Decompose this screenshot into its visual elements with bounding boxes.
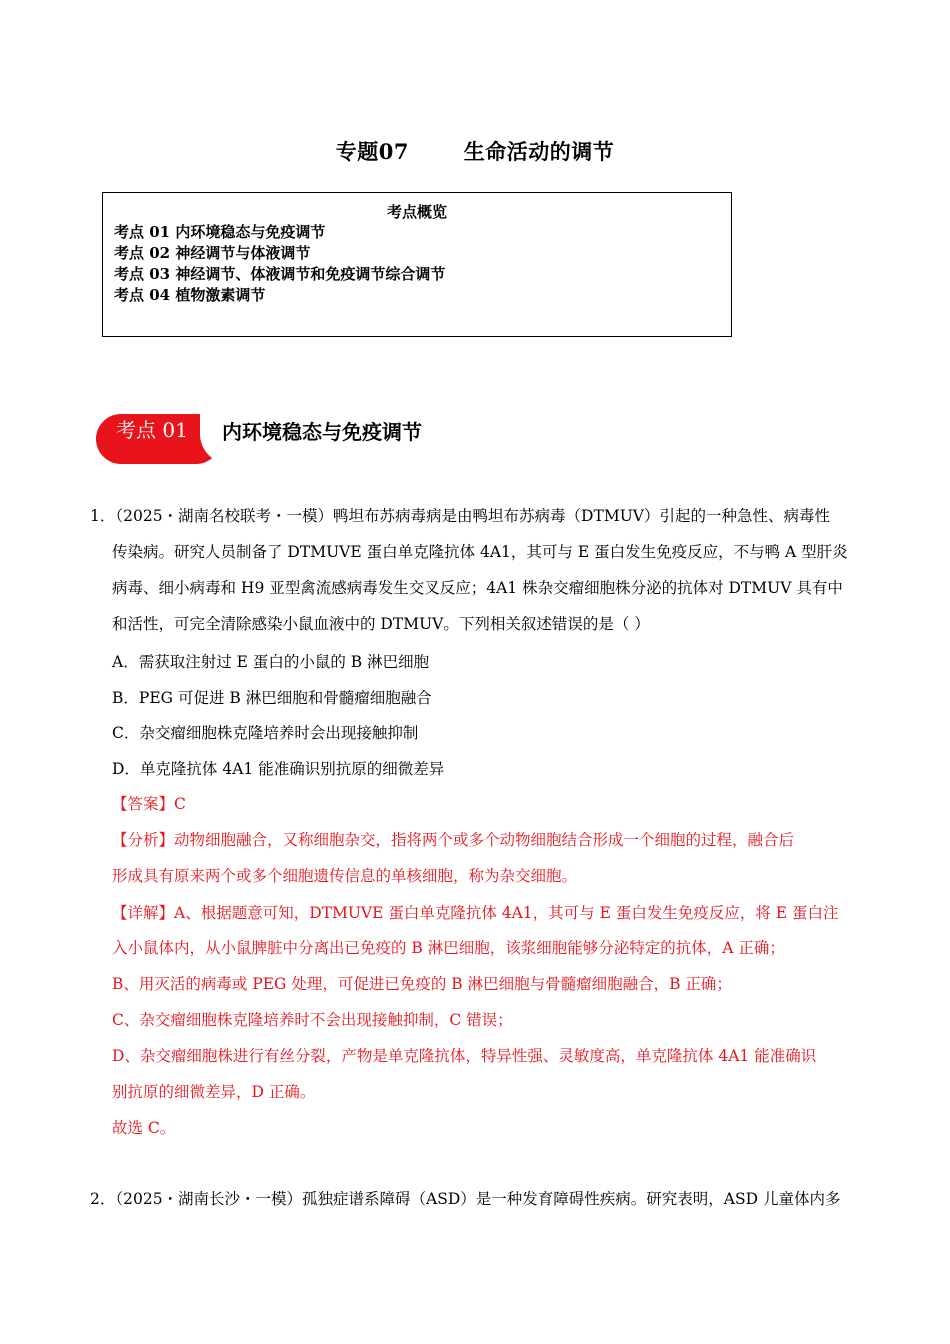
option-d: D．单克隆抗体 4A1 能准确识别抗原的细微差异 bbox=[112, 760, 445, 778]
detail-line: 故选 C。 bbox=[112, 1119, 176, 1137]
overview-item: 考点 03 神经调节、体液调节和免疫调节综合调节 bbox=[114, 265, 446, 283]
question-text-line: 1．（2025・湖南名校联考・一模）鸭坦布苏病毒病是由鸭坦布苏病毒（DTMUV）引起的一种急性、病毒性 bbox=[90, 507, 830, 525]
question-text-line: 传染病。研究人员制备了 DTMUVE 蛋白单克隆抗体 4A1，其可与 E 蛋白发生免疫反应，不与鸭 A 型肝炎 bbox=[112, 543, 848, 561]
question-text-line: 和活性，可完全清除感染小鼠血液中的 DTMUV。下列相关叙述错误的是（ ） bbox=[112, 615, 650, 633]
overview-item: 考点 04 植物激素调节 bbox=[114, 286, 266, 304]
detail-line: 【详解】A、根据题意可知，DTMUVE 蛋白单克隆抗体 4A1，其可与 E 蛋白发生免疫反应，将 E 蛋白注 bbox=[112, 904, 839, 922]
detail-line: D、杂交瘤细胞株进行有丝分裂，产物是单克隆抗体，特异性强、灵敏度高，单克隆抗体 4A1 能准确识 bbox=[112, 1047, 817, 1065]
question-text-line: 2．（2025・湖南长沙・一模）孤独症谱系障碍（ASD）是一种发育障碍性疾病。研究表明，ASD 儿童体内多 bbox=[90, 1190, 841, 1208]
option-c: C．杂交瘤细胞株克隆培养时会出现接触抑制 bbox=[112, 724, 419, 742]
page-title: 专题07 生命活动的调节 bbox=[335, 139, 615, 164]
detail-line: B、用灭活的病毒或 PEG 处理，可促进已免疫的 B 淋巴细胞与骨髓瘤细胞融合，B 正确； bbox=[112, 975, 732, 993]
answer: 【答案】C bbox=[112, 795, 186, 813]
section-tag-label: 考点 01 bbox=[116, 418, 188, 442]
option-a: A．需获取注射过 E 蛋白的小鼠的 B 淋巴细胞 bbox=[112, 653, 430, 671]
detail-line: 别抗原的细微差异，D 正确。 bbox=[112, 1083, 316, 1101]
detail-line: C、杂交瘤细胞株克隆培养时不会出现接触抑制，C 错误； bbox=[112, 1011, 513, 1029]
overview-box bbox=[102, 192, 732, 337]
section-title: 内环境稳态与免疫调节 bbox=[222, 420, 422, 444]
question-text-line: 病毒、细小病毒和 H9 亚型禽流感病毒发生交叉反应；4A1 株杂交瘤细胞株分泌的抗体对 DTMUV 具有中 bbox=[112, 579, 843, 597]
overview-heading: 考点概览 bbox=[386, 203, 447, 221]
detail-line: 入小鼠体内，从小鼠脾脏中分离出已免疫的 B 淋巴细胞，该浆细胞能够分泌特定的抗体，A 正确； bbox=[112, 939, 785, 957]
option-b: B．PEG 可促进 B 淋巴细胞和骨髓瘤细胞融合 bbox=[112, 689, 432, 707]
analysis-line: 【分析】动物细胞融合，又称细胞杂交，指将两个或多个动物细胞结合形成一个细胞的过程，融合后 bbox=[112, 831, 795, 849]
overview-item: 考点 01 内环境稳态与免疫调节 bbox=[114, 223, 326, 241]
overview-item: 考点 02 神经调节与体液调节 bbox=[114, 244, 311, 262]
analysis-line: 形成具有原来两个或多个细胞遗传信息的单核细胞，称为杂交细胞。 bbox=[112, 867, 578, 885]
